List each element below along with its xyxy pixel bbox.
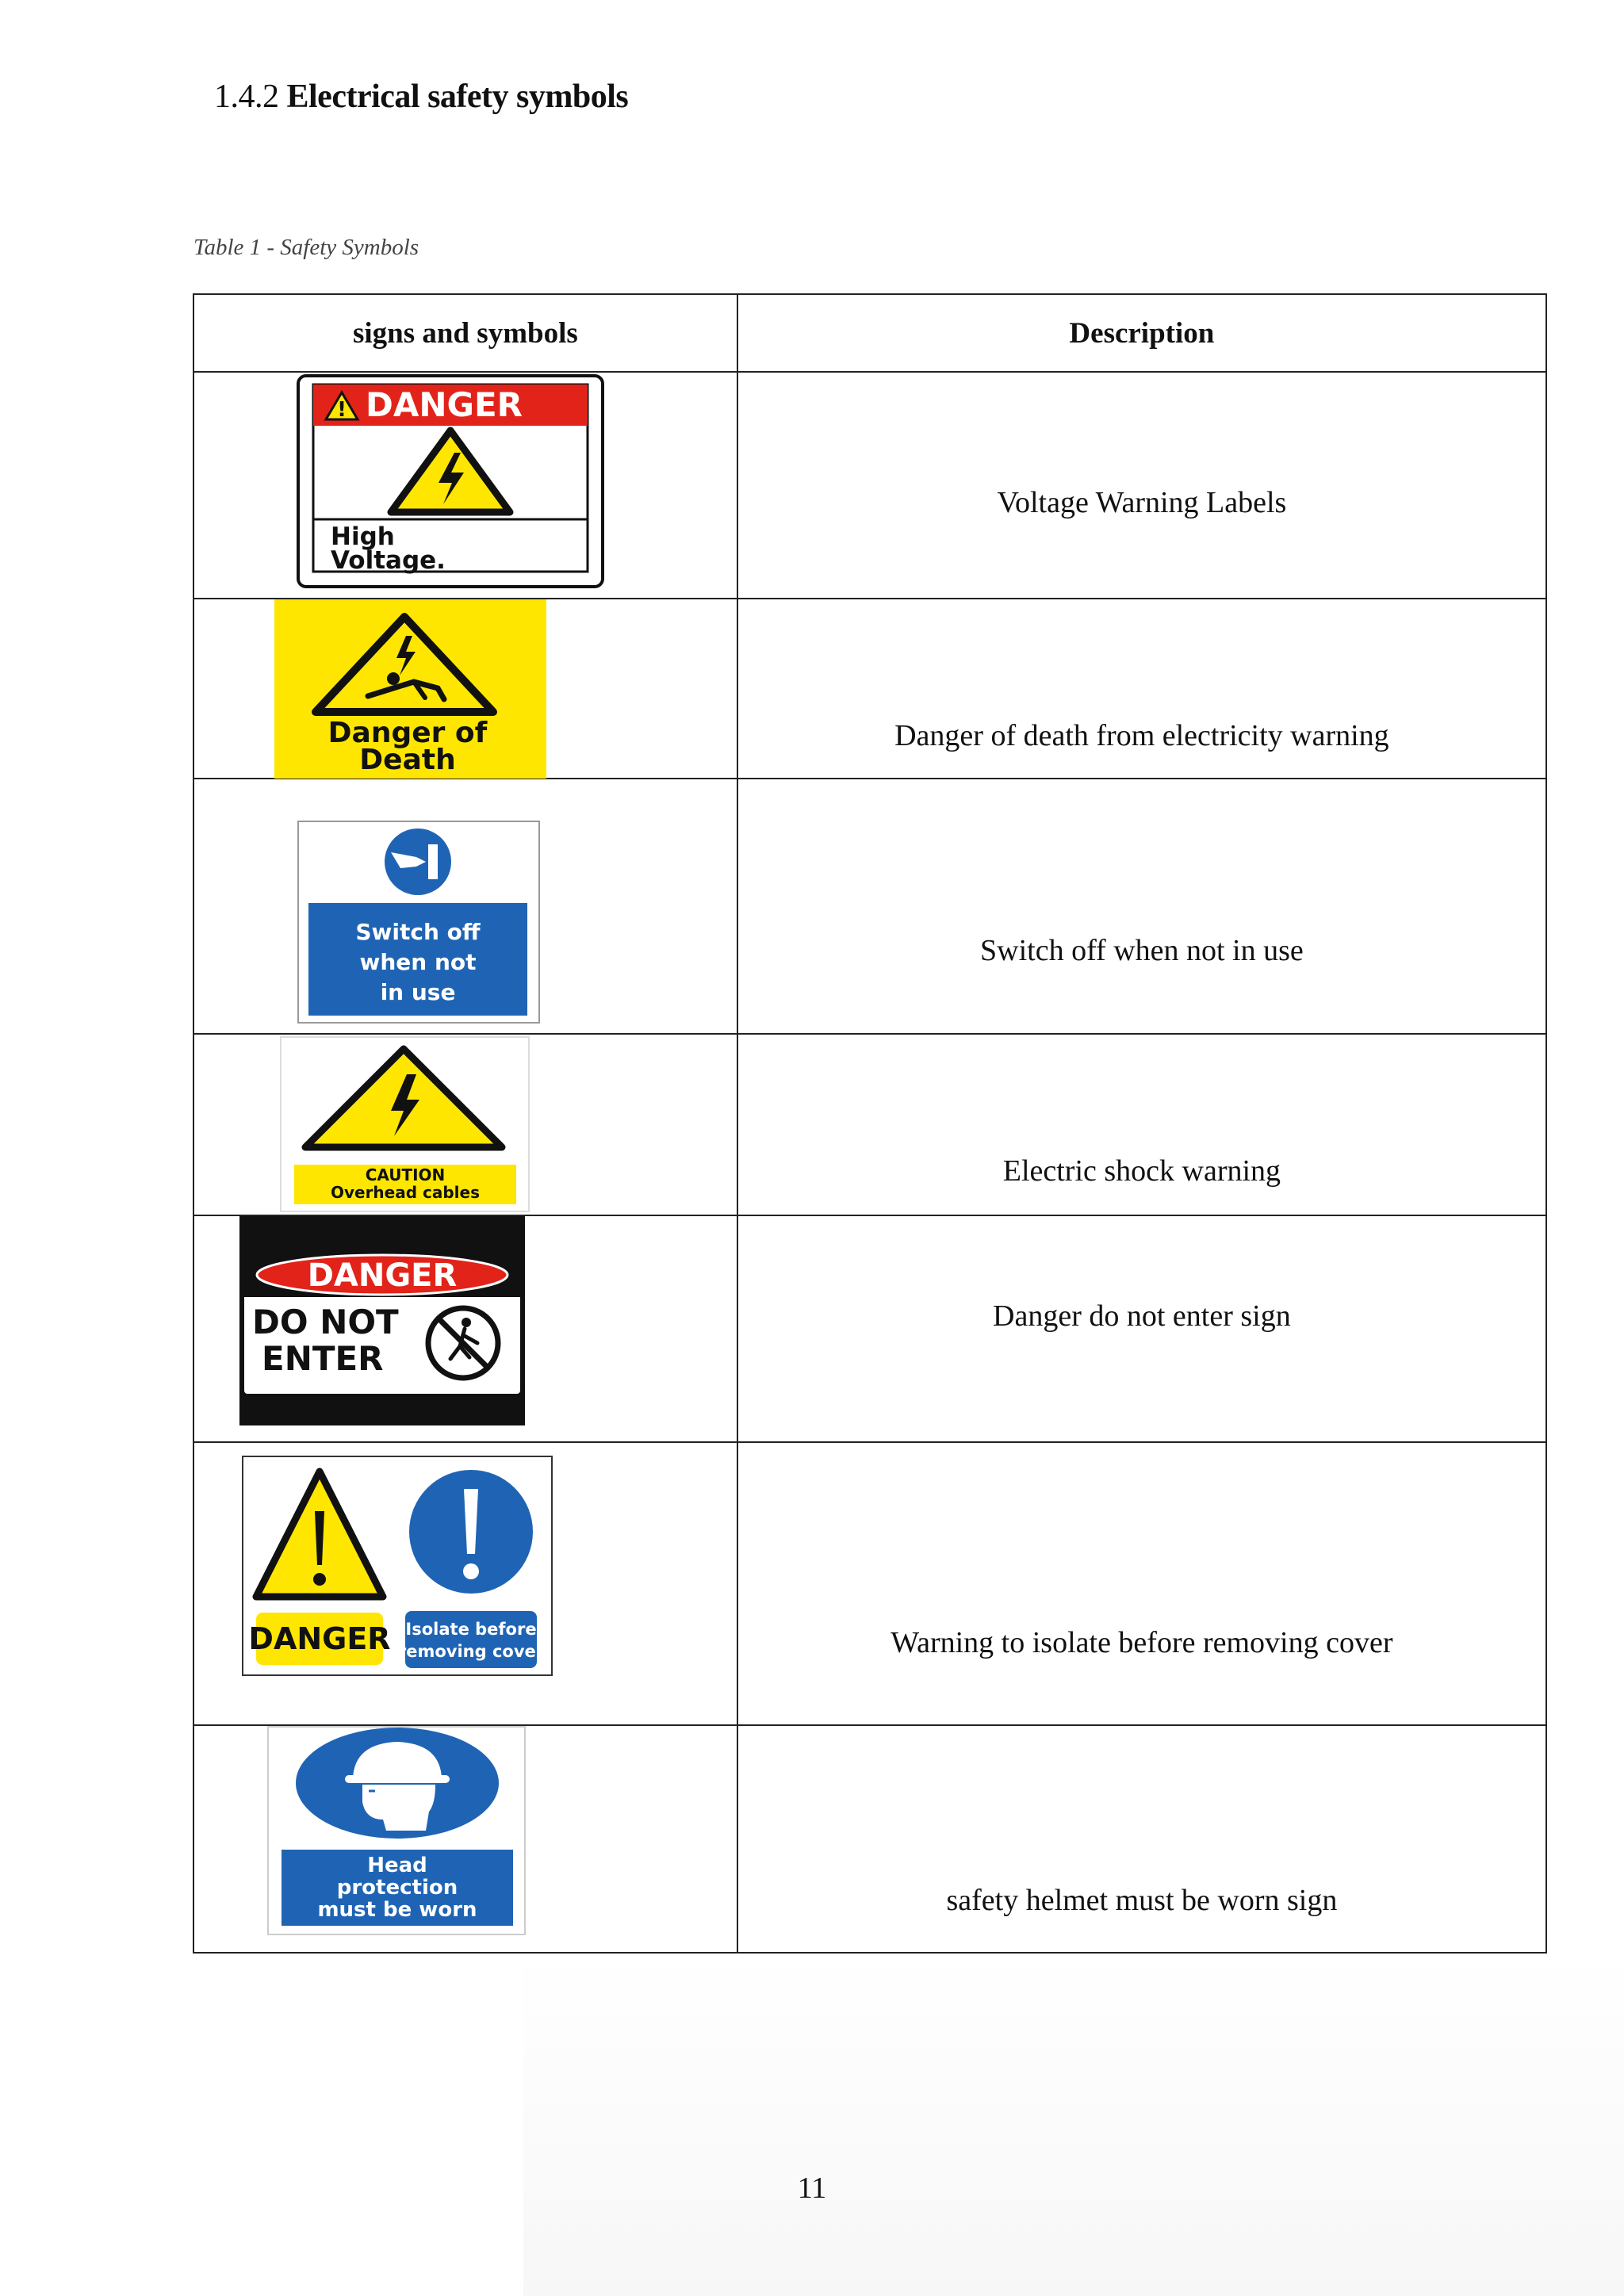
sign-cell	[193, 1725, 737, 1953]
sign-caution-label: CAUTION	[365, 1165, 446, 1184]
sign-voltage-label: Voltage.	[331, 546, 446, 575]
table-row	[193, 1725, 1546, 1953]
description-cell	[737, 779, 1546, 1034]
sign-removing-cover-label: removing cover	[397, 1642, 545, 1661]
page-background-shade	[523, 1950, 1624, 2296]
description-cell	[737, 1034, 1546, 1215]
sign-must-be-worn-label: must be worn	[317, 1898, 477, 1922]
table-row	[193, 779, 1546, 1034]
table-caption: Table 1 - Safety Symbols	[193, 235, 419, 260]
sign-danger-label: DANGER	[248, 1621, 391, 1656]
switch-off-sign-icon	[297, 821, 540, 1024]
isolate-before-removing-cover-sign-icon	[242, 1456, 553, 1676]
description-text: Electric shock warning	[1002, 1154, 1281, 1188]
table-row	[193, 1034, 1546, 1215]
sign-danger-label: DANGER	[366, 385, 523, 424]
description-text: safety helmet must be worn sign	[946, 1884, 1338, 1917]
description-text: Warning to isolate before removing cover	[891, 1626, 1393, 1659]
description-text: Danger do not enter sign	[993, 1299, 1291, 1333]
description-cell	[737, 1442, 1546, 1725]
sign-cell	[193, 1215, 737, 1442]
description-text: Danger of death from electricity warning	[894, 719, 1389, 752]
header-description: Description	[737, 294, 1546, 372]
sign-danger-label: DANGER	[307, 1257, 458, 1294]
sign-isolate-before-label: Isolate before	[405, 1620, 537, 1639]
table-row	[193, 1442, 1546, 1725]
header-signs: signs and symbols	[193, 294, 737, 372]
sign-danger-of-label: Danger of	[327, 717, 488, 749]
caution-overhead-cables-sign-icon	[280, 1036, 530, 1212]
sign-cell	[193, 1034, 737, 1215]
danger-of-death-sign-icon	[274, 599, 546, 779]
table-row	[193, 1215, 1546, 1442]
head-protection-sign-icon	[267, 1726, 526, 1935]
sign-overhead-cables-label: Overhead cables	[330, 1183, 481, 1202]
svg-text:!: !	[337, 398, 347, 422]
table-header-row	[193, 294, 1546, 372]
sign-head-label: Head	[367, 1854, 427, 1877]
description-text: Voltage Warning Labels	[997, 486, 1287, 519]
sign-in-use-label: in use	[380, 979, 456, 1005]
sign-cell	[193, 372, 737, 599]
sign-death-label: Death	[359, 744, 456, 776]
sign-when-not-label: when not	[359, 949, 477, 975]
safety-symbols-table	[193, 293, 1547, 1954]
page-number: 11	[797, 2172, 827, 2205]
section-heading	[214, 78, 628, 116]
danger-do-not-enter-sign-icon	[239, 1216, 525, 1425]
sign-cell	[193, 779, 737, 1034]
table-row	[193, 599, 1546, 779]
description-cell	[737, 372, 1546, 599]
section-number: 1.4.2	[214, 78, 279, 115]
sign-cell	[193, 599, 737, 779]
section-title: Electrical safety symbols	[286, 78, 629, 115]
high-voltage-sign-icon	[296, 373, 605, 589]
sign-switch-off-label: Switch off	[355, 919, 481, 945]
sign-protection-label: protection	[336, 1876, 458, 1900]
description-cell	[737, 1215, 1546, 1442]
table-row	[193, 372, 1546, 599]
sign-do-not-label: DO NOT	[252, 1303, 399, 1341]
description-cell	[737, 1725, 1546, 1953]
sign-cell	[193, 1442, 737, 1725]
sign-high-label: High	[331, 522, 395, 551]
description-text: Switch off when not in use	[980, 934, 1304, 967]
sign-enter-label: ENTER	[262, 1339, 384, 1378]
description-cell	[737, 599, 1546, 779]
